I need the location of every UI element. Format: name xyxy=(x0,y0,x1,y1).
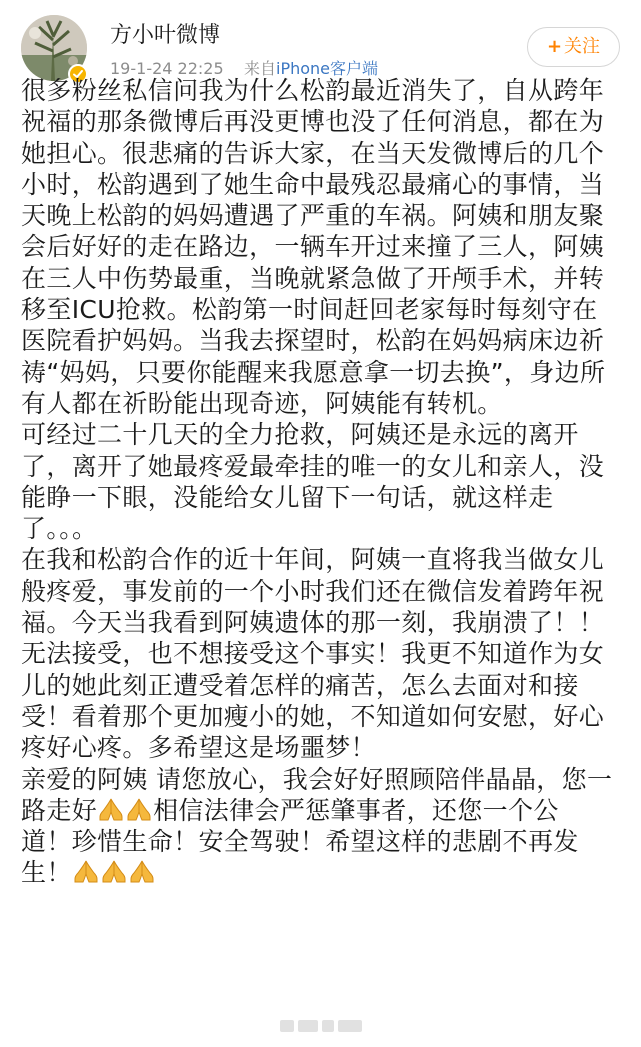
post-body xyxy=(21,75,621,889)
post-line: 了。。。 xyxy=(21,514,98,544)
post-line: 很多粉丝私信问我为什么松韵最近消失了，自从跨年 xyxy=(21,76,605,105)
post-line: 小时，松韵遇到了她生命中最残忍最痛心的事情，当 xyxy=(21,169,605,199)
folded-hands-icon xyxy=(100,859,128,884)
post-line: 亲爱的阿姨 请您放心，我会好好照顾陪伴晶晶，您一 xyxy=(21,764,613,794)
post-line: 道！珍惜生命！安全驾驶！希望这样的悲剧不再发 xyxy=(21,827,579,857)
follow-button-label: 关注 xyxy=(564,36,601,57)
post-line xyxy=(21,857,621,888)
username[interactable]: 方小叶微博 xyxy=(110,23,221,48)
post-line: 儿的她此刻正遭受着怎样的痛苦，怎么去面对和接 xyxy=(21,670,579,700)
post-line-segment: 路走好 xyxy=(21,795,98,825)
post-line: 疼好心疼。多希望这是场噩梦！ xyxy=(21,733,376,763)
post-line-segment: 相信法律会严惩肇事者，还您一个公 xyxy=(153,795,559,825)
post-line xyxy=(21,795,621,826)
post-line: 般疼爱，事发前的一个小时我们还在微信发着跨年祝 xyxy=(21,576,605,606)
post-line: 天晚上松韵的妈妈遭遇了严重的车祸。阿姨和朋友聚 xyxy=(21,201,605,231)
post-line: 受！看着那个更加瘦小的她，不知道如何安慰，好心 xyxy=(21,701,605,731)
post-line: 福。今天当我看到阿姨遗体的那一刻，我崩溃了！！ xyxy=(21,608,605,638)
post-source-link[interactable]: iPhone客户端 xyxy=(276,59,379,78)
plus-icon: + xyxy=(546,36,563,57)
folded-hands-icon xyxy=(125,797,153,822)
post-line: 在三人中伤势最重，当晚就紧急做了开颅手术，并转 xyxy=(21,263,605,293)
post-line: 可经过二十几天的全力抢救，阿姨还是永远的离开 xyxy=(21,420,579,450)
post-line: 无法接受，也不想接受这个事实！我更不知道作为女 xyxy=(21,639,605,669)
post-line: 会后好好的走在路边，一辆车开过来撞了三人，阿姨 xyxy=(21,232,605,262)
post-line: 祝福的那条微博后再没更博也没了任何消息，都在为 xyxy=(21,107,605,137)
post-line: 了，离开了她最疼爱最牵挂的唯一的女儿和亲人，没 xyxy=(21,451,605,481)
post-line: 移至ICU抢救。松韵第一时间赶回老家每时每刻守在 xyxy=(21,295,598,325)
watermark xyxy=(280,1020,370,1034)
folded-hands-icon xyxy=(128,859,156,884)
post-timestamp: 19-1-24 22:25 xyxy=(110,59,224,78)
post-line-segment: 生！ xyxy=(21,858,72,888)
folded-hands-icon xyxy=(97,797,125,822)
post-line: 能睁一下眼，没能给女儿留下一句话，就这样走 xyxy=(21,482,554,512)
post-line: 在我和松韵合作的近十年间，阿姨一直将我当做女儿 xyxy=(21,545,605,575)
folded-hands-icon xyxy=(72,859,100,884)
post-source-prefix: 来自 xyxy=(244,59,277,78)
post-line: 医院看护妈妈。当我去探望时，松韵在妈妈病床边祈 xyxy=(21,326,605,356)
post-line: 她担心。很悲痛的告诉大家，在当天发微博后的几个 xyxy=(21,138,605,168)
post-line: 有人都在祈盼能出现奇迹，阿姨能有转机。 xyxy=(21,388,503,418)
follow-button[interactable] xyxy=(527,27,620,67)
post-line: 祷“妈妈，只要你能醒来我愿意拿一切去换”，身边所 xyxy=(21,357,606,387)
